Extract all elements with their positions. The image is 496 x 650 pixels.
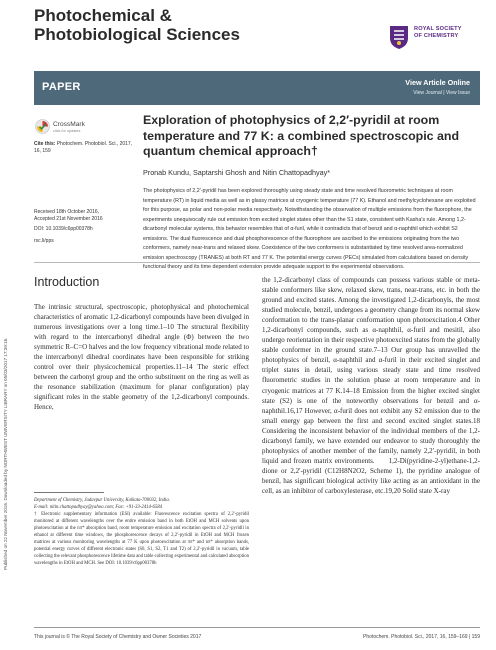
intro-heading: Introduction (34, 275, 100, 289)
journal-title-line2: Photobiological Sciences (34, 25, 240, 44)
header-divider (34, 262, 480, 263)
logo-text-line2: OF CHEMISTRY (414, 33, 459, 39)
esi-note: † Electronic supplementary information (ESI) available: Fluorescence excitation spectra of 2,2′-pyridil monitored at different wavelengths over the entire emission band in both EtOH and MCH solvents upon photoexcitation at the nπ* absorption band, room temperature emission and excitation spectra of 2,2′-pyridil in ethanol at different time windows, the phosphorescence decays of 2,2′-pyridil in EtOH and MCH frozen matrices at various monitoring wavelengths at 77 K upon photoexcitation at ππ* and nπ* absorption bands, potential energy curves of different electronic states (S0, S1, S2, T1 and T2) of 2,2′-pyridil in vacuum, table collecting the relevant phosphorescence lifetime data and table collecting experimental and calculated absorption wavelengths in EtOH and MCH. See DOI: 10.1039/c6pp00378h (34, 512, 249, 567)
doi[interactable]: DOI: 10.1039/c6pp00378h (34, 226, 93, 232)
author-list: Pronab Kundu, Saptarshi Ghosh and Nitin Chattopadhyay* (143, 168, 330, 177)
journal-title-line1: Photochemical & (34, 6, 172, 25)
section-banner (34, 71, 480, 105)
copyright-footer: This journal is © The Royal Society of Chemistry and Owner Societies 2017 (34, 634, 202, 640)
crossmark-icon (35, 119, 50, 134)
cite-label: Cite this: (34, 141, 56, 147)
view-journal-link[interactable]: View Journal | View Issue (413, 90, 470, 96)
article-title: Exploration of photophysics of 2,2′-pyridil at room temperature and 77 K: a combined spectroscopic and quantum chemical approach† (143, 113, 460, 158)
cite-ref[interactable]: Photochem. Photobiol. Sci., 2017, 16, 159 (34, 141, 133, 154)
received-dates (34, 209, 139, 223)
affiliation: Department of Chemistry, Jadavpur University, Kolkata-700032, India. (34, 498, 170, 503)
section-label: PAPER (42, 81, 81, 93)
intro-left-column: The intrinsic structural, spectroscopic, photophysical and photochemical characteristics of aromatic 1,2-dicarbonyl compounds have been divulged in numerous investigations over a long time.1–10 The structural flexibility with regard to the intercarbonyl dihedral angle (Φ) between the two symmetric R–C=O halves and the low frequency vibrational mode related to the intercarbonyl dihedral coordinates have been responsible for striking control over their physicochemical properties.11–14 The steric effect between the carbonyl group and the ortho substituent on the ring as well as the resonance stabilization (maximum for planar configuration) play significant roles in the stable geometry of the 1,2-dicarbonyl compounds. Hence, (34, 303, 249, 412)
received-date: Received 18th October 2016, (34, 209, 100, 215)
accepted-date: Accepted 21st November 2016 (34, 216, 103, 222)
download-note: Published on 22 November 2016. Downloaded by NORTHWEST UNIVERSITY LIBRARY on 05/03/2017 17:39:16. (3, 337, 8, 570)
journal-title[interactable] (34, 6, 240, 44)
crest-icon (388, 24, 410, 50)
crossmark-sub: click for updates (53, 129, 81, 133)
journal-url[interactable]: rsc.li/pps (34, 238, 54, 244)
citation-footer: Photochem. Photobiol. Sci., 2017, 16, 159–169 | 159 (363, 634, 480, 640)
crossmark-badge[interactable] (35, 119, 105, 135)
footnotes (34, 497, 249, 567)
abstract: The photophysics of 2,2′-pyridil has been explored thoroughly using steady state and time resolved fluorometric techniques at room temperature (RT) in liquid media as well as in glassy matrices at cryogenic temperature (77 K). Ethanol and methylcyclohexane are exploited for this purpose, as polar and non-polar media respectively. Notwithstanding the observation of multiple emissions from the fluorophore, the experiments unequivocally rule out emission from excited singlet states other than the S1 state, consistent with Kasha's rule. Among 1,2-dicarbonyl molecular systems, this behavior resembles that of α-furil, while it contradicts that of benzil and α-naphthil which exhibit S2 emissions. The dual fluorescence and dual phosphorescence of the fluorophore are ascribed to the emissions originating from the two conformers, namely near-trans and relaxed skew. Coexistence of the two conformers is substantiated by time resolved area-normalized emission spectroscopy (TRANES) at both RT and 77 K. The potential energy curves (PECs) simulated from calculations based on density functional theory and its time dependent extension provide adequate support to the experimental observations. (143, 188, 476, 271)
view-article-online-link[interactable]: View Article Online (405, 78, 470, 87)
logo-text-line1: ROYAL SOCIETY (414, 26, 462, 32)
footer-rule (34, 627, 480, 628)
footnote-rule (34, 492, 104, 493)
publisher-logo[interactable] (388, 20, 472, 60)
cite-this (34, 141, 139, 155)
corresponding-email[interactable]: E-mail: nitin.chattopadhyay@yahoo.com; Fax: +91-33-2414-6584 (34, 505, 163, 511)
intro-right-column: the 1,2-dicarbonyl class of compounds can possess various stable or meta-stable conformers like skew, relaxed skew, trans, near-trans, etc. in both the ground and excited states. Among the investigated 1,2-dicarbonyls, the most studied molecule, benzil, undergoes a geometry change from its normal skew conformation to the trans-planar conformation upon photoexcitation.4 Other 1,2-dicarbonyl compounds, such as α-naphthil, α-furil and mesitil, also undergo reorientation in their respective photoexcited states from the globally stable conformer in the ground state.7–13 Our group has unravelled the photophysics of benzil, α-naphthil and α-furil in their excited singlet and triplet states in detail, using various steady state and time resolved fluorometric studies in the solution phase at room temperature and in cryogenic matrices at 77 K.14–18 Emission from the higher excited singlet state (S2) is one of the noteworthy observations for benzil and α-naphthil.16,17 However, α-furil does not exhibit any S2 emission due to the small energy gap between the first and second excited singlet states.18 Considering the inconsistent behavior of the individual members of the 1,2-dicarbonyl family, we have extended our endeavor to study thoroughly the photophysics of another member of the family, namely 2,2′-pyridil, in both liquid and frozen matrix environments. 1,2-Di(pyridine-2-yl)ethane-1,2-dione or 2,2′-pyridil (C12H8N2O2, Scheme 1), the pyridine analogue of benzil, has significant biological activity like acting as an antioxidant in the cell, as an inhibitor of carboxylesterase, etc.19,20 Solid state X-ray (262, 276, 480, 495)
crossmark-label: CrossMark (53, 121, 85, 128)
